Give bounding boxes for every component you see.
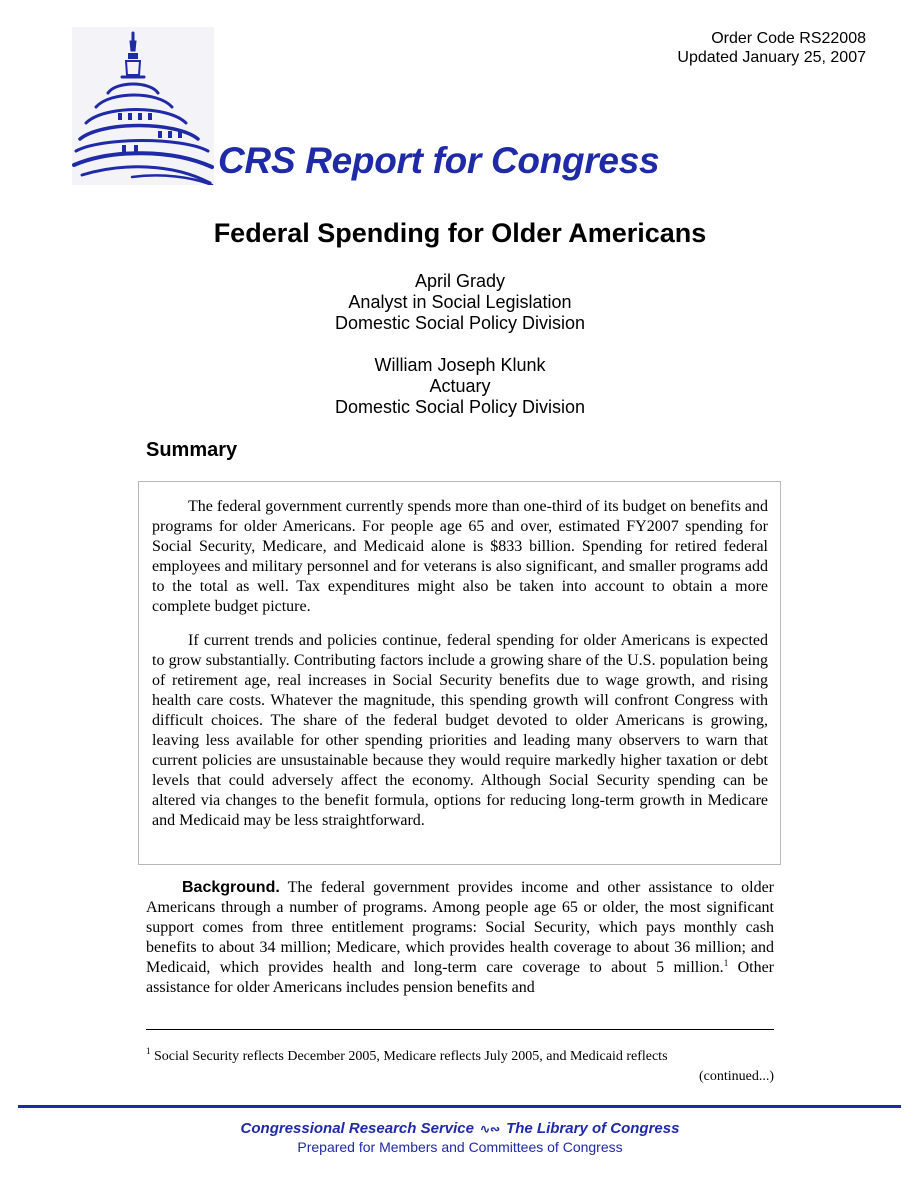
capitol-dome-icon bbox=[72, 27, 214, 185]
summary-heading: Summary bbox=[146, 439, 238, 461]
footer-separator-icon: ∿∾ bbox=[479, 1122, 501, 1136]
document-title: Federal Spending for Older Americans bbox=[213, 218, 707, 248]
footer-publisher bbox=[0, 1120, 920, 1137]
footer-divider bbox=[18, 1105, 901, 1108]
background-label: Background. bbox=[182, 879, 280, 896]
background-text: The federal government provides income and other assistance to older Americans through a number of programs. Among people age 65 or older, the most significant support comes from three entitlement programs: Social Security, which pays monthly cash benefits to about 34 million; Medicare, which provides health coverage to about 36 million; and Medicaid, which provides health and long-term care coverage to about 5 million. bbox=[146, 879, 774, 976]
updated-date: Updated January 25, 2007 bbox=[677, 49, 866, 66]
summary-box bbox=[138, 481, 781, 865]
footnote bbox=[146, 1047, 774, 1066]
footnote-text: Social Security reflects December 2005, Medicare reflects July 2005, and Medicaid reflects bbox=[154, 1049, 668, 1064]
author-block-2 bbox=[0, 355, 920, 418]
background-text-continued: Other assistance for older Americans includes pension benefits and bbox=[146, 959, 774, 996]
author-role: Actuary bbox=[429, 376, 491, 396]
footnote-ref[interactable]: 1 bbox=[723, 958, 729, 968]
author-division: Domestic Social Policy Division bbox=[334, 313, 586, 333]
summary-paragraph: If current trends and policies continue, federal spending for older Americans is expected to grow substantially. Contributing factors include a growing share of the U.S. population being of retirement age, real increases in Social Security benefits due to wage growth, and rising health care costs. Whatever the magnitude, this spending growth will confront Congress with difficult choices. The share of the federal budget devoted to older Americans is growing, leaving less available for other spending priorities and leading many observers to warn that current policies are unsustainable because they would require markedly higher taxation or debt levels that could adversely affect the economy. Although Social Security spending can be altered via changes to the benefit formula, options for reducing long-term growth in Medicare and Medicaid may be less straightforward. bbox=[152, 632, 768, 829]
order-code: Order Code RS22008 bbox=[711, 30, 866, 47]
footer-crs: Congressional Research Service bbox=[240, 1120, 474, 1137]
footnote-number: 1 bbox=[146, 1046, 151, 1056]
author-block-1 bbox=[0, 271, 920, 334]
footnote-divider bbox=[146, 1029, 774, 1030]
author-name: April Grady bbox=[414, 271, 506, 291]
footer-library: The Library of Congress bbox=[506, 1120, 680, 1137]
report-brand-title: CRS Report for Congress bbox=[218, 140, 660, 181]
author-name: William Joseph Klunk bbox=[374, 355, 546, 375]
footnote-continued: (continued...) bbox=[698, 1069, 774, 1084]
order-code-block bbox=[677, 29, 866, 67]
summary-paragraph: The federal government currently spends more than one-third of its budget on benefits and programs for older Americans. For people age 65 and over, estimated FY2007 spending for Social Security, Medicare, and Medicaid alone is $833 billion. Spending for retired federal employees and military personnel and for veterans is also significant, and smaller programs add to the total as well. Tax expenditures might also be taken into account to obtain a more complete budget picture. bbox=[152, 498, 768, 615]
background-paragraph bbox=[146, 878, 774, 998]
footer-subtitle: Prepared for Members and Committees of Congress bbox=[297, 1139, 623, 1155]
author-role: Analyst in Social Legislation bbox=[348, 292, 572, 312]
author-division: Domestic Social Policy Division bbox=[334, 397, 586, 417]
